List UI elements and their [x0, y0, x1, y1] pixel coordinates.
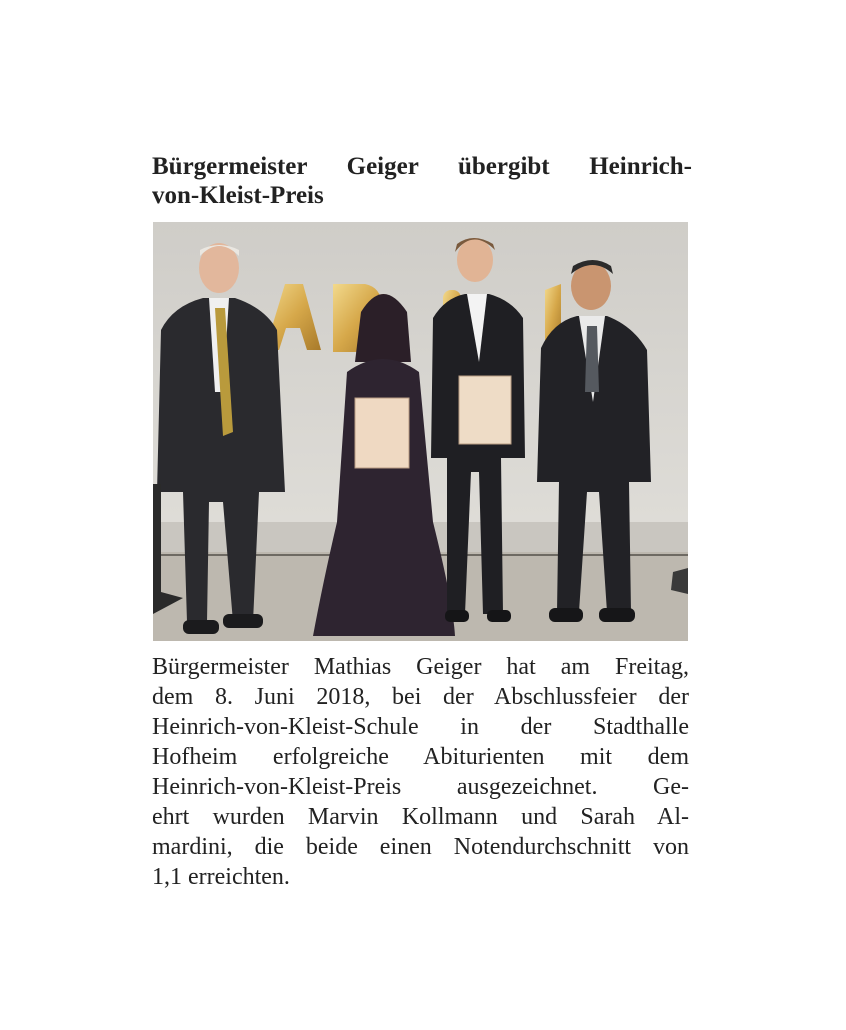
body-line: Bürgermeister Mathias Geiger hat am Freitag, — [152, 654, 689, 680]
body-line: Heinrich-von-Kleist-Preis ausgezeichnet. Ge- — [152, 774, 689, 800]
body-line: 1,1 erreichten. — [152, 864, 290, 890]
headline-line: von-Kleist-Preis — [152, 182, 324, 209]
article-headline — [152, 152, 692, 210]
article-body — [152, 652, 689, 892]
body-line: mardini, die beide einen Notendurchschnitt von — [152, 834, 689, 860]
body-line: Heinrich-von-Kleist-Schule in der Stadthalle — [152, 714, 689, 740]
body-line: Hofheim erfolgreiche Abiturienten mit dem — [152, 744, 689, 770]
article-photo — [153, 222, 688, 641]
headline-line: Bürgermeister Geiger übergibt Heinrich- — [152, 153, 692, 180]
body-line: ehrt wurden Marvin Kollmann und Sarah Al- — [152, 804, 689, 830]
photo-illustration — [153, 222, 688, 641]
body-line: dem 8. Juni 2018, bei der Abschlussfeier der — [152, 684, 689, 710]
